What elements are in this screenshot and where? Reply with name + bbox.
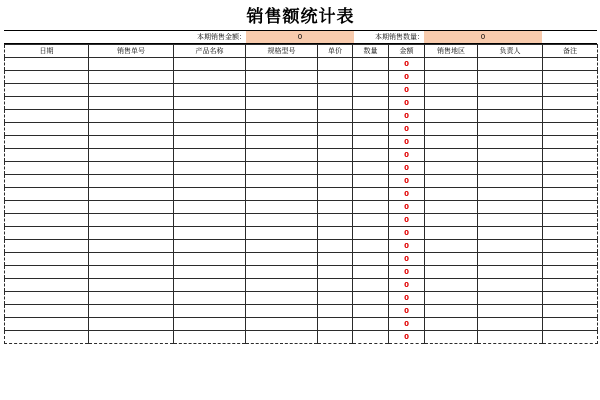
- header-owner[interactable]: 负责人: [478, 45, 543, 58]
- cell-date[interactable]: [5, 71, 89, 84]
- cell-region[interactable]: [425, 214, 478, 227]
- cell-remarks[interactable]: [543, 240, 598, 253]
- cell-region[interactable]: [425, 292, 478, 305]
- cell-date[interactable]: [5, 266, 89, 279]
- cell-order-number[interactable]: [89, 227, 174, 240]
- cell-date[interactable]: [5, 318, 89, 331]
- cell-spec-model[interactable]: [246, 266, 318, 279]
- cell-amount[interactable]: 0: [389, 175, 425, 188]
- summary-spacer-cell[interactable]: [542, 31, 597, 43]
- table-row: [5, 110, 598, 123]
- cell-amount[interactable]: 0: [389, 266, 425, 279]
- cell-product-name[interactable]: [174, 149, 246, 162]
- cell-date[interactable]: [5, 214, 89, 227]
- cell-date[interactable]: [5, 331, 89, 344]
- cell-unit-price[interactable]: [318, 292, 353, 305]
- table-row: [5, 58, 598, 71]
- cell-quantity[interactable]: [353, 292, 389, 305]
- table-row: [5, 188, 598, 201]
- cell-amount[interactable]: 0: [389, 214, 425, 227]
- cell-date[interactable]: [5, 188, 89, 201]
- cell-amount[interactable]: 0: [389, 318, 425, 331]
- cell-amount[interactable]: 0: [389, 71, 425, 84]
- cell-product-name[interactable]: [174, 175, 246, 188]
- cell-spec-model[interactable]: [246, 58, 318, 71]
- cell-date[interactable]: [5, 136, 89, 149]
- cell-spec-model[interactable]: [246, 110, 318, 123]
- sheet-title[interactable]: 销售额统计表: [4, 5, 597, 31]
- header-quantity[interactable]: 数量: [353, 45, 389, 58]
- cell-quantity[interactable]: [353, 214, 389, 227]
- cell-region[interactable]: [425, 58, 478, 71]
- table-row: [5, 162, 598, 175]
- header-product-name[interactable]: 产品名称: [174, 45, 246, 58]
- cell-region[interactable]: [425, 71, 478, 84]
- cell-remarks[interactable]: [543, 292, 598, 305]
- cell-quantity[interactable]: [353, 266, 389, 279]
- total-amount-value[interactable]: 0: [246, 31, 354, 43]
- header-region[interactable]: 销售地区: [425, 45, 478, 58]
- table-row: [5, 123, 598, 136]
- cell-region[interactable]: [425, 279, 478, 292]
- cell-remarks[interactable]: [543, 84, 598, 97]
- table-body: [5, 58, 598, 344]
- cell-amount[interactable]: 0: [389, 58, 425, 71]
- cell-owner[interactable]: [478, 175, 543, 188]
- cell-region[interactable]: [425, 84, 478, 97]
- cell-remarks[interactable]: [543, 175, 598, 188]
- cell-amount[interactable]: 0: [389, 188, 425, 201]
- cell-product-name[interactable]: [174, 136, 246, 149]
- cell-quantity[interactable]: [353, 318, 389, 331]
- cell-remarks[interactable]: [543, 188, 598, 201]
- cell-spec-model[interactable]: [246, 136, 318, 149]
- cell-product-name[interactable]: [174, 188, 246, 201]
- cell-order-number[interactable]: [89, 123, 174, 136]
- cell-unit-price[interactable]: [318, 110, 353, 123]
- cell-order-number[interactable]: [89, 149, 174, 162]
- cell-order-number[interactable]: [89, 201, 174, 214]
- cell-owner[interactable]: [478, 305, 543, 318]
- table-row: [5, 292, 598, 305]
- cell-spec-model[interactable]: [246, 123, 318, 136]
- cell-region[interactable]: [425, 149, 478, 162]
- cell-region[interactable]: [425, 136, 478, 149]
- sales-table: [4, 44, 598, 344]
- cell-order-number[interactable]: [89, 110, 174, 123]
- cell-amount[interactable]: 0: [389, 97, 425, 110]
- cell-spec-model[interactable]: [246, 318, 318, 331]
- cell-owner[interactable]: [478, 162, 543, 175]
- cell-date[interactable]: [5, 305, 89, 318]
- cell-order-number[interactable]: [89, 305, 174, 318]
- cell-spec-model[interactable]: [246, 253, 318, 266]
- header-date[interactable]: 日期: [5, 45, 89, 58]
- cell-product-name[interactable]: [174, 214, 246, 227]
- cell-amount[interactable]: 0: [389, 305, 425, 318]
- cell-amount[interactable]: 0: [389, 227, 425, 240]
- table-row: [5, 214, 598, 227]
- cell-product-name[interactable]: [174, 318, 246, 331]
- cell-quantity[interactable]: [353, 279, 389, 292]
- cell-date[interactable]: [5, 162, 89, 175]
- header-unit-price[interactable]: 单价: [318, 45, 353, 58]
- cell-region[interactable]: [425, 240, 478, 253]
- cell-spec-model[interactable]: [246, 97, 318, 110]
- table-row: [5, 240, 598, 253]
- total-amount-label[interactable]: 本期销售金额：: [197, 33, 246, 41]
- cell-order-number[interactable]: [89, 188, 174, 201]
- table-row: [5, 266, 598, 279]
- cell-unit-price[interactable]: [318, 240, 353, 253]
- cell-spec-model[interactable]: [246, 188, 318, 201]
- cell-date[interactable]: [5, 253, 89, 266]
- cell-remarks[interactable]: [543, 214, 598, 227]
- cell-remarks[interactable]: [543, 58, 598, 71]
- cell-order-number[interactable]: [89, 162, 174, 175]
- cell-quantity[interactable]: [353, 240, 389, 253]
- cell-product-name[interactable]: [174, 279, 246, 292]
- cell-region[interactable]: [425, 253, 478, 266]
- cell-unit-price[interactable]: [318, 201, 353, 214]
- cell-quantity[interactable]: [353, 305, 389, 318]
- cell-unit-price[interactable]: [318, 175, 353, 188]
- header-remarks[interactable]: 备注: [543, 45, 598, 58]
- cell-order-number[interactable]: [89, 331, 174, 344]
- table-row: [5, 84, 598, 97]
- cell-product-name[interactable]: [174, 253, 246, 266]
- cell-amount[interactable]: 0: [389, 331, 425, 344]
- cell-product-name[interactable]: [174, 110, 246, 123]
- cell-unit-price[interactable]: [318, 305, 353, 318]
- cell-region[interactable]: [425, 201, 478, 214]
- cell-region[interactable]: [425, 227, 478, 240]
- cell-remarks[interactable]: [543, 253, 598, 266]
- cell-remarks[interactable]: [543, 123, 598, 136]
- cell-remarks[interactable]: [543, 97, 598, 110]
- cell-amount[interactable]: 0: [389, 84, 425, 97]
- cell-date[interactable]: [5, 201, 89, 214]
- cell-date[interactable]: [5, 97, 89, 110]
- cell-product-name[interactable]: [174, 84, 246, 97]
- cell-amount[interactable]: 0: [389, 110, 425, 123]
- cell-owner[interactable]: [478, 110, 543, 123]
- cell-product-name[interactable]: [174, 162, 246, 175]
- cell-owner[interactable]: [478, 84, 543, 97]
- cell-remarks[interactable]: [543, 201, 598, 214]
- cell-unit-price[interactable]: [318, 149, 353, 162]
- cell-product-name[interactable]: [174, 240, 246, 253]
- cell-order-number[interactable]: [89, 253, 174, 266]
- cell-owner[interactable]: [478, 331, 543, 344]
- cell-owner[interactable]: [478, 214, 543, 227]
- cell-amount[interactable]: 0: [389, 240, 425, 253]
- header-spec-model[interactable]: 规格型号: [246, 45, 318, 58]
- cell-unit-price[interactable]: [318, 318, 353, 331]
- table-row: [5, 279, 598, 292]
- table-row: [5, 97, 598, 110]
- cell-unit-price[interactable]: [318, 136, 353, 149]
- cell-unit-price[interactable]: [318, 84, 353, 97]
- cell-owner[interactable]: [478, 318, 543, 331]
- cell-spec-model[interactable]: [246, 227, 318, 240]
- cell-amount[interactable]: 0: [389, 123, 425, 136]
- cell-spec-model[interactable]: [246, 214, 318, 227]
- cell-owner[interactable]: [478, 240, 543, 253]
- cell-date[interactable]: [5, 227, 89, 240]
- cell-quantity[interactable]: [353, 84, 389, 97]
- cell-unit-price[interactable]: [318, 266, 353, 279]
- cell-remarks[interactable]: [543, 136, 598, 149]
- cell-product-name[interactable]: [174, 266, 246, 279]
- cell-date[interactable]: [5, 84, 89, 97]
- cell-order-number[interactable]: [89, 240, 174, 253]
- cell-date[interactable]: [5, 123, 89, 136]
- cell-quantity[interactable]: [353, 136, 389, 149]
- cell-region[interactable]: [425, 266, 478, 279]
- cell-region[interactable]: [425, 110, 478, 123]
- cell-remarks[interactable]: [543, 279, 598, 292]
- cell-remarks[interactable]: [543, 227, 598, 240]
- cell-unit-price[interactable]: [318, 279, 353, 292]
- cell-spec-model[interactable]: [246, 201, 318, 214]
- table-row: [5, 201, 598, 214]
- cell-quantity[interactable]: [353, 58, 389, 71]
- cell-owner[interactable]: [478, 123, 543, 136]
- cell-owner[interactable]: [478, 149, 543, 162]
- cell-quantity[interactable]: [353, 71, 389, 84]
- cell-spec-model[interactable]: [246, 84, 318, 97]
- cell-remarks[interactable]: [543, 305, 598, 318]
- cell-region[interactable]: [425, 188, 478, 201]
- cell-region[interactable]: [425, 175, 478, 188]
- table-header-row: [5, 45, 598, 58]
- cell-spec-model[interactable]: [246, 331, 318, 344]
- cell-date[interactable]: [5, 279, 89, 292]
- cell-amount[interactable]: 0: [389, 201, 425, 214]
- cell-date[interactable]: [5, 175, 89, 188]
- cell-quantity[interactable]: [353, 253, 389, 266]
- cell-product-name[interactable]: [174, 331, 246, 344]
- cell-product-name[interactable]: [174, 97, 246, 110]
- table-row: [5, 253, 598, 266]
- table-row: [5, 318, 598, 331]
- total-quantity-label[interactable]: 本期销售数量：: [375, 33, 424, 41]
- cell-date[interactable]: [5, 110, 89, 123]
- cell-region[interactable]: [425, 162, 478, 175]
- cell-order-number[interactable]: [89, 214, 174, 227]
- cell-product-name[interactable]: [174, 305, 246, 318]
- cell-owner[interactable]: [478, 279, 543, 292]
- cell-order-number[interactable]: [89, 266, 174, 279]
- cell-order-number[interactable]: [89, 175, 174, 188]
- cell-quantity[interactable]: [353, 123, 389, 136]
- cell-unit-price[interactable]: [318, 162, 353, 175]
- cell-owner[interactable]: [478, 188, 543, 201]
- cell-order-number[interactable]: [89, 318, 174, 331]
- cell-owner[interactable]: [478, 292, 543, 305]
- cell-remarks[interactable]: [543, 71, 598, 84]
- cell-spec-model[interactable]: [246, 149, 318, 162]
- cell-product-name[interactable]: [174, 201, 246, 214]
- cell-quantity[interactable]: [353, 175, 389, 188]
- cell-quantity[interactable]: [353, 201, 389, 214]
- table-row: [5, 227, 598, 240]
- cell-region[interactable]: [425, 318, 478, 331]
- cell-owner[interactable]: [478, 136, 543, 149]
- cell-owner[interactable]: [478, 266, 543, 279]
- cell-amount[interactable]: 0: [389, 253, 425, 266]
- table-row: [5, 175, 598, 188]
- cell-owner[interactable]: [478, 58, 543, 71]
- cell-order-number[interactable]: [89, 97, 174, 110]
- cell-region[interactable]: [425, 123, 478, 136]
- cell-quantity[interactable]: [353, 331, 389, 344]
- cell-spec-model[interactable]: [246, 175, 318, 188]
- table-row: [5, 149, 598, 162]
- cell-unit-price[interactable]: [318, 123, 353, 136]
- cell-spec-model[interactable]: [246, 305, 318, 318]
- cell-amount[interactable]: 0: [389, 279, 425, 292]
- table-row: [5, 305, 598, 318]
- cell-product-name[interactable]: [174, 292, 246, 305]
- cell-unit-price[interactable]: [318, 214, 353, 227]
- cell-date[interactable]: [5, 58, 89, 71]
- header-order-number[interactable]: 销售单号: [89, 45, 174, 58]
- table-row: [5, 71, 598, 84]
- cell-unit-price[interactable]: [318, 188, 353, 201]
- cell-amount[interactable]: 0: [389, 136, 425, 149]
- summary-row: [4, 31, 597, 44]
- cell-region[interactable]: [425, 97, 478, 110]
- cell-remarks[interactable]: [543, 266, 598, 279]
- cell-amount[interactable]: 0: [389, 149, 425, 162]
- cell-unit-price[interactable]: [318, 97, 353, 110]
- cell-product-name[interactable]: [174, 58, 246, 71]
- cell-quantity[interactable]: [353, 227, 389, 240]
- cell-remarks[interactable]: [543, 149, 598, 162]
- cell-quantity[interactable]: [353, 110, 389, 123]
- cell-unit-price[interactable]: [318, 253, 353, 266]
- cell-remarks[interactable]: [543, 331, 598, 344]
- cell-product-name[interactable]: [174, 71, 246, 84]
- cell-owner[interactable]: [478, 97, 543, 110]
- cell-order-number[interactable]: [89, 71, 174, 84]
- cell-order-number[interactable]: [89, 279, 174, 292]
- table-row: [5, 331, 598, 344]
- cell-remarks[interactable]: [543, 318, 598, 331]
- cell-region[interactable]: [425, 305, 478, 318]
- cell-product-name[interactable]: [174, 227, 246, 240]
- cell-product-name[interactable]: [174, 123, 246, 136]
- cell-date[interactable]: [5, 149, 89, 162]
- cell-spec-model[interactable]: [246, 71, 318, 84]
- cell-owner[interactable]: [478, 71, 543, 84]
- cell-unit-price[interactable]: [318, 227, 353, 240]
- total-quantity-value[interactable]: 0: [424, 31, 542, 43]
- cell-remarks[interactable]: [543, 110, 598, 123]
- sales-statistics-sheet: [4, 5, 597, 344]
- cell-spec-model[interactable]: [246, 240, 318, 253]
- cell-quantity[interactable]: [353, 188, 389, 201]
- cell-amount[interactable]: 0: [389, 292, 425, 305]
- cell-amount[interactable]: 0: [389, 162, 425, 175]
- cell-owner[interactable]: [478, 227, 543, 240]
- cell-remarks[interactable]: [543, 162, 598, 175]
- cell-date[interactable]: [5, 240, 89, 253]
- table-row: [5, 136, 598, 149]
- cell-order-number[interactable]: [89, 84, 174, 97]
- header-amount[interactable]: 金额: [389, 45, 425, 58]
- cell-spec-model[interactable]: [246, 162, 318, 175]
- cell-unit-price[interactable]: [318, 331, 353, 344]
- cell-unit-price[interactable]: [318, 71, 353, 84]
- cell-unit-price[interactable]: [318, 58, 353, 71]
- cell-quantity[interactable]: [353, 149, 389, 162]
- cell-order-number[interactable]: [89, 58, 174, 71]
- cell-owner[interactable]: [478, 253, 543, 266]
- cell-order-number[interactable]: [89, 292, 174, 305]
- cell-spec-model[interactable]: [246, 292, 318, 305]
- cell-quantity[interactable]: [353, 162, 389, 175]
- cell-spec-model[interactable]: [246, 279, 318, 292]
- cell-order-number[interactable]: [89, 136, 174, 149]
- cell-region[interactable]: [425, 331, 478, 344]
- cell-date[interactable]: [5, 292, 89, 305]
- cell-owner[interactable]: [478, 201, 543, 214]
- cell-quantity[interactable]: [353, 97, 389, 110]
